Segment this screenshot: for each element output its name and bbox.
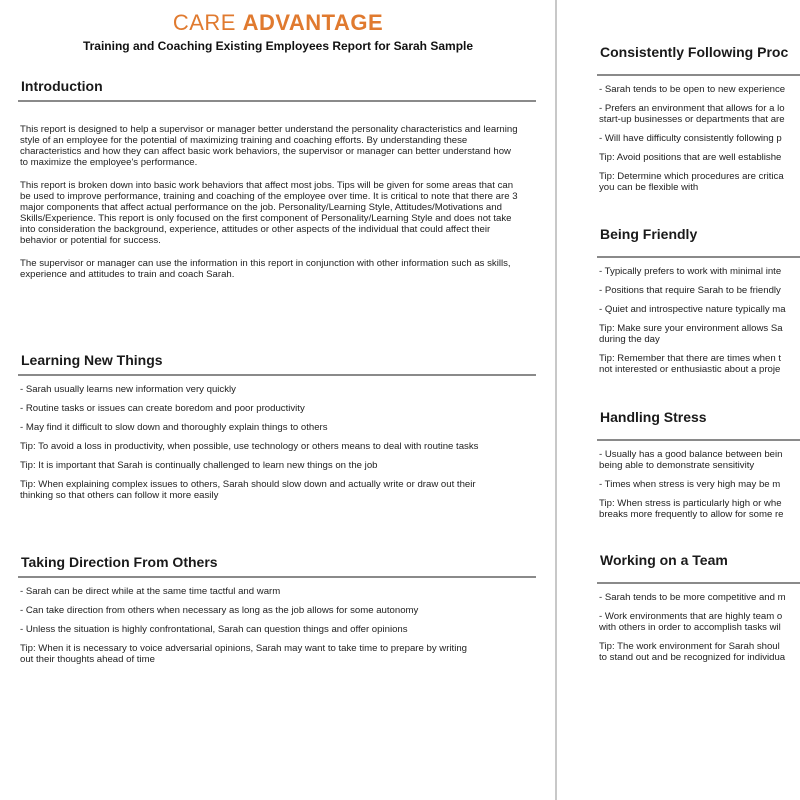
section-heading: Working on a Team [600, 552, 728, 568]
bullet-item: - Work environments that are highly team o [599, 611, 783, 622]
tip-item: Tip: The work environment for Sarah shoul [599, 641, 780, 652]
section-heading: Learning New Things [21, 352, 163, 368]
care-advantage-logo: CARE ADVANTAGE [172, 10, 384, 35]
tip-item: Tip: Make sure your environment allows Sa [599, 323, 783, 334]
tip-item-continued: to stand out and be recognized for individua [599, 652, 786, 663]
section-heading: Handling Stress [600, 409, 707, 425]
bullet-item: - Unless the situation is highly confrontational, Sarah can question things and offer opinions [20, 624, 408, 635]
tip-item: Tip: When stress is particularly high or whe [599, 498, 782, 509]
section-divider [18, 576, 536, 578]
paragraph: This report is designed to help a supervisor or manager better understand the personality characteristics and learning style of an employee for the potential of maximizing training and coaching efforts. By understanding these characteristics and how they can affect basic work behaviors, the supervisor or manager can better understand how to maximize the employee's performance. [20, 124, 518, 168]
bullet-item: - Usually has a good balance between bein [599, 449, 783, 460]
bullet-item: - Times when stress is very high may be m [599, 479, 781, 490]
section-taking-direction [18, 554, 536, 673]
bullet-item: - May find it difficult to slow down and thoroughly explain things to others [20, 422, 328, 433]
bullet-item: - Sarah can be direct while at the same time tactful and warm [20, 586, 281, 597]
bullet-item: - Can take direction from others when necessary as long as the job allows for some autonomy [20, 605, 419, 616]
bullet-item: - Routine tasks or issues can create boredom and poor productivity [20, 403, 305, 414]
paragraph: The supervisor or manager can use the information in this report in conjunction with other information such as skills, experience and attitudes to train and coach Sarah. [20, 258, 511, 280]
tip-item-continued: you can be flexible with [599, 182, 699, 193]
tip-item: Tip: It is important that Sarah is continually challenged to learn new things on the job [20, 460, 378, 471]
tip-item-continued: breaks more frequently to allow for some re [599, 509, 784, 520]
tip-item: Tip: When it is necessary to voice adversarial opinions, Sarah may want to take time to prepare by writing out their thoughts ahead of time [20, 643, 468, 665]
bullet-item-continued: being able to demonstrate sensitivity [599, 460, 755, 471]
bullet-item: - Quiet and introspective nature typically ma [599, 304, 786, 315]
bullet-item: - Typically prefers to work with minimal inte [599, 266, 782, 277]
section-divider [18, 100, 536, 102]
section-heading: Being Friendly [600, 226, 698, 242]
section-divider [18, 374, 536, 376]
bullet-item: - Sarah tends to be more competitive and m [599, 592, 786, 603]
tip-item: Tip: Remember that there are times when t [599, 353, 781, 364]
bullet-item: - Prefers an environment that allows for a lo [599, 103, 785, 114]
section-being-friendly [597, 226, 800, 383]
bullet-item: - Positions that require Sarah to be friendly [599, 285, 781, 296]
tip-item: Tip: Determine which procedures are critica [599, 171, 784, 182]
tip-item: Tip: To avoid a loss in productivity, when possible, use technology or others means to deal with routine tasks [20, 441, 479, 452]
tip-item: Tip: When explaining complex issues to others, Sarah should slow down and actually write or draw out their thinking so that others can follow it more easily [20, 479, 476, 501]
section-introduction [18, 78, 536, 292]
section-heading: Introduction [21, 78, 103, 94]
section-handling-stress [597, 409, 800, 528]
section-working-on-team [597, 552, 800, 671]
bullet-item: - Sarah usually learns new information very quickly [20, 384, 236, 395]
report-page-right [557, 0, 800, 800]
tip-item-continued: during the day [599, 334, 660, 345]
report-title: Training and Coaching Existing Employees Report for Sarah Sample [82, 39, 474, 53]
section-divider [597, 74, 800, 76]
tip-item: Tip: Avoid positions that are well establishe [599, 152, 782, 163]
bullet-item-continued: with others in order to accomplish tasks wil [599, 622, 781, 633]
section-following-procedures [597, 44, 800, 201]
bullet-item: - Will have difficulty consistently following p [599, 133, 782, 144]
section-heading: Consistently Following Proc [600, 44, 789, 60]
paragraph: This report is broken down into basic work behaviors that affect most jobs. Tips will be given for some areas that can be used to improve performance, training and coaching of the employee over time. It is critical to note that there are 3 major components that affect actual performance on the job. Personality/Learning Style, Attitudes/Motivations and Skills/Experience. This report is only focused on the first component of Personality/Learning Style and does not take into consideration the background, experience, attitudes or other aspects of the individual that could affect their behavior or potential for success. [20, 180, 518, 246]
section-heading: Taking Direction From Others [21, 554, 218, 570]
bullet-item: - Sarah tends to be open to new experience [599, 84, 786, 95]
bullet-item-continued: start-up businesses or departments that are [599, 114, 785, 125]
section-divider [597, 256, 800, 258]
tip-item-continued: not interested or enthusiastic about a proje [599, 364, 781, 375]
section-divider [597, 439, 800, 441]
section-learning-new-things [18, 352, 536, 509]
section-divider [597, 582, 800, 584]
